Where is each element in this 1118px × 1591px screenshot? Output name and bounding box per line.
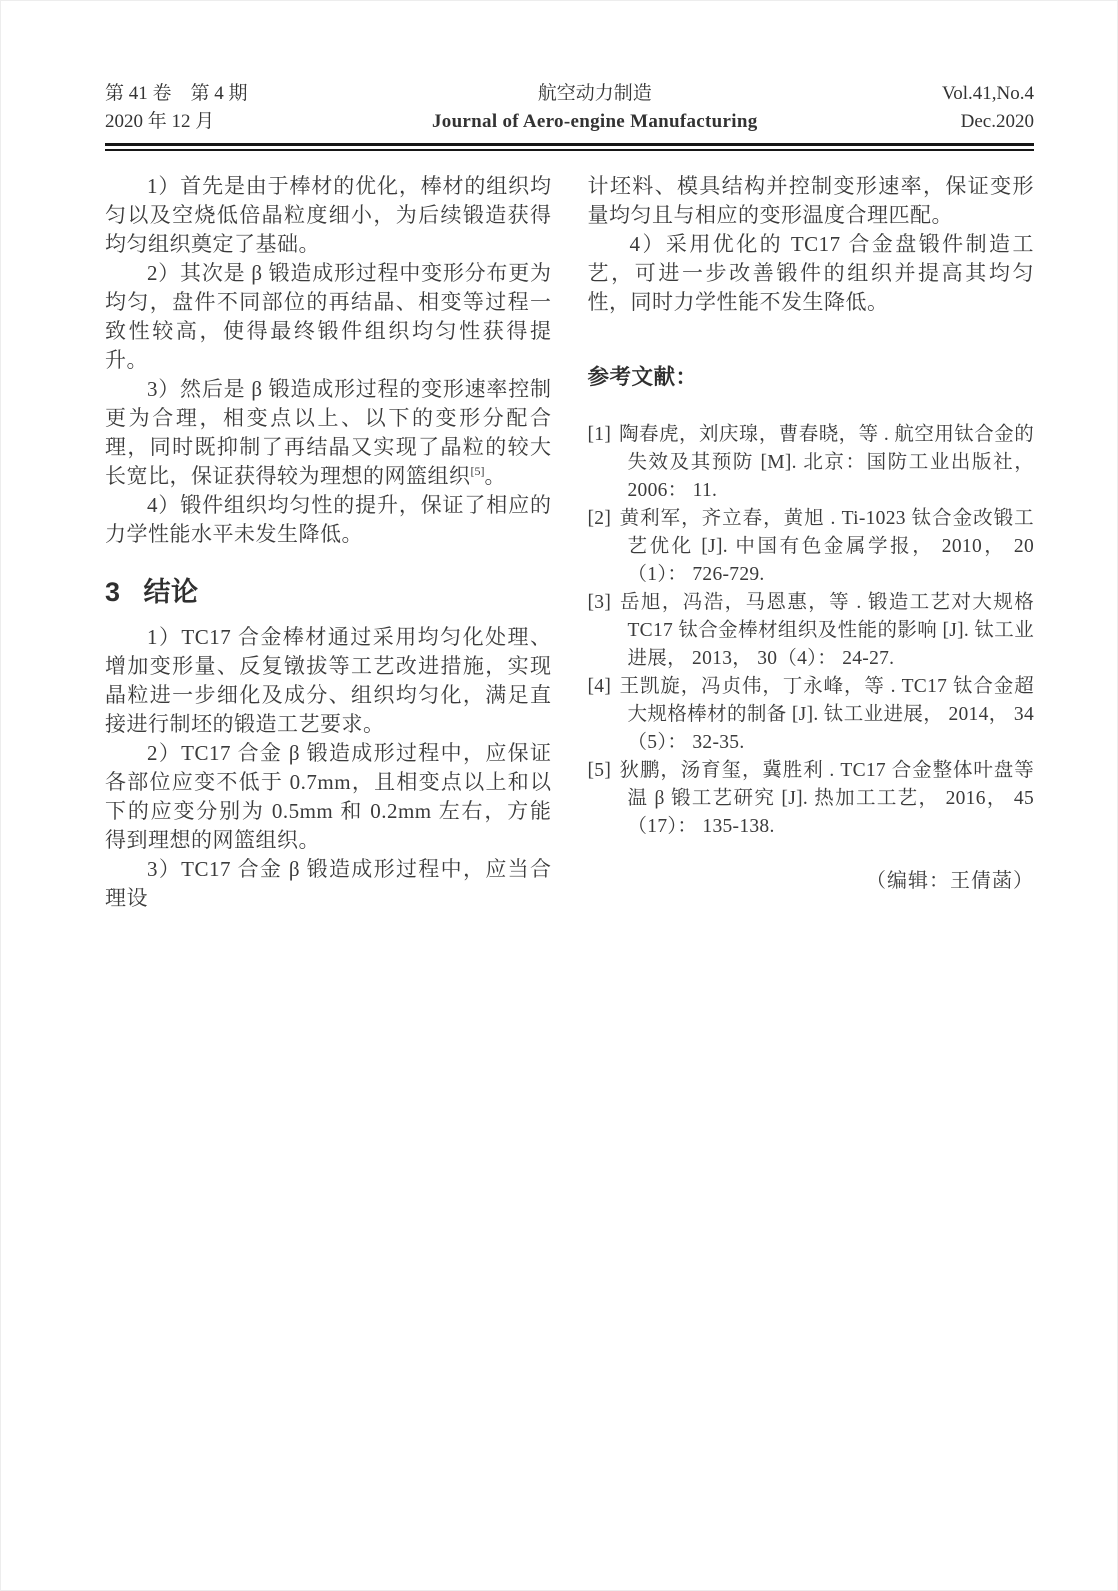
journal-title-cn: 航空动力制造 xyxy=(537,83,652,104)
editor-note: （编辑：王倩菡） xyxy=(866,870,1034,892)
header-volume-issue-block xyxy=(105,80,248,136)
reference-item xyxy=(588,421,1035,505)
paragraph: 4）锻件组织均匀性的提升，保证了相应的力学性能水平未发生降低。 xyxy=(105,493,552,546)
section-heading-conclusion xyxy=(105,576,552,608)
volume-issue-cn: 第 41 卷 第 4 期 xyxy=(105,83,248,104)
reference-label: [1] xyxy=(587,424,612,445)
reference-label: [3] xyxy=(587,592,612,613)
reference-item xyxy=(588,757,1035,841)
article-body xyxy=(105,172,1034,913)
header-divider-rule xyxy=(105,143,1034,151)
conclusion-paragraph: 3）TC17 合金 β 锻造成形过程中，应当合理设 xyxy=(105,857,552,910)
conclusion-paragraph: 2）TC17 合金 β 锻造成形过程中，应保证各部位应变不低于 0.7mm，且相变点以上和以下的应变分别为 0.5mm 和 0.2mm 左右，方能得到理想的网篮组织。 xyxy=(105,741,552,852)
conclusion-paragraph: 4）采用优化的 TC17 合金盘锻件制造工艺，可进一步改善锻件的组织并提高其均匀性，同时力学性能不发生降低。 xyxy=(587,232,1034,314)
journal-title-block xyxy=(248,80,942,136)
paragraph-text: 3）然后是 β 锻造成形过程的变形速率控制更为合理，相变点以上、以下的变形分配合理，同时既抑制了再结晶又实现了晶粒的较大长宽比，保证获得较为理想的网篮组织 xyxy=(105,377,552,488)
header-volume-issue-en-block xyxy=(942,80,1034,136)
section-number: 3 xyxy=(105,577,121,607)
volume-issue-en: Vol.41,No.4 xyxy=(941,83,1034,104)
paragraph-text: 。 xyxy=(484,464,506,488)
citation-marker: [5] xyxy=(470,464,485,478)
journal-title-en: Journal of Aero-engine Manufacturing xyxy=(431,111,758,132)
references-heading: 参考文献： xyxy=(587,365,698,389)
reference-item xyxy=(588,505,1035,589)
reference-text: 陶春虎，刘庆瑔，曹春晓，等 . 航空用钛合金的失效及其预防 [M]. 北京：国防工业出版社， 2006： 11. xyxy=(618,424,1034,501)
reference-text: 狄鹏，汤育玺，冀胜利 . TC17 合金整体叶盘等温 β 锻工艺研究 [J]. 热加工工艺， 2016， 45（17）： 135-138. xyxy=(618,760,1034,837)
reference-text: 王凯旋，冯贞伟，丁永峰，等 . TC17 钛合金超大规格棒材的制备 [J]. 钛工业进展， 2014， 34（5）： 32-35. xyxy=(618,676,1034,753)
issue-date-en: Dec.2020 xyxy=(960,111,1034,132)
reference-label: [5] xyxy=(587,760,612,781)
reference-item xyxy=(588,589,1035,673)
reference-item xyxy=(588,673,1035,757)
page-header xyxy=(105,80,1034,136)
paragraph: 2）其次是 β 锻造成形过程中变形分布更为均匀，盘件不同部位的再结晶、相变等过程一致性较高，使得最终锻件组织均匀性获得提升。 xyxy=(105,261,552,372)
reference-text: 岳旭，冯浩，马恩惠，等 . 锻造工艺对大规格 TC17 钛合金棒材组织及性能的影响 [J]. 钛工业进展， 2013， 30（4）： 24-27. xyxy=(618,592,1034,669)
left-column xyxy=(105,172,552,913)
continuation-paragraph: 计坯料、模具结构并控制变形速率，保证变形量均匀且与相应的变形温度合理匹配。 xyxy=(587,174,1034,227)
paragraph-with-citation xyxy=(105,375,552,491)
issue-date-cn: 2020 年 12 月 xyxy=(105,111,215,132)
section-title: 结论 xyxy=(143,577,199,607)
right-column xyxy=(588,172,1035,913)
paragraph: 1）首先是由于棒材的优化，棒材的组织均匀以及空烧低倍晶粒度细小，为后续锻造获得均匀组织奠定了基础。 xyxy=(105,174,552,256)
conclusion-paragraph: 1）TC17 合金棒材通过采用均匀化处理、增加变形量、反复镦拔等工艺改进措施，实现晶粒进一步细化及成分、组织均匀化，满足直接进行制坯的锻造工艺要求。 xyxy=(105,625,552,736)
reference-label: [2] xyxy=(587,508,612,529)
reference-text: 黄利军，齐立春，黄旭 . Ti-1023 钛合金改锻工艺优化 [J]. 中国有色金属学报， 2010， 20（1）： 726-729. xyxy=(618,508,1034,585)
references-list xyxy=(588,421,1035,841)
reference-label: [4] xyxy=(587,676,612,697)
